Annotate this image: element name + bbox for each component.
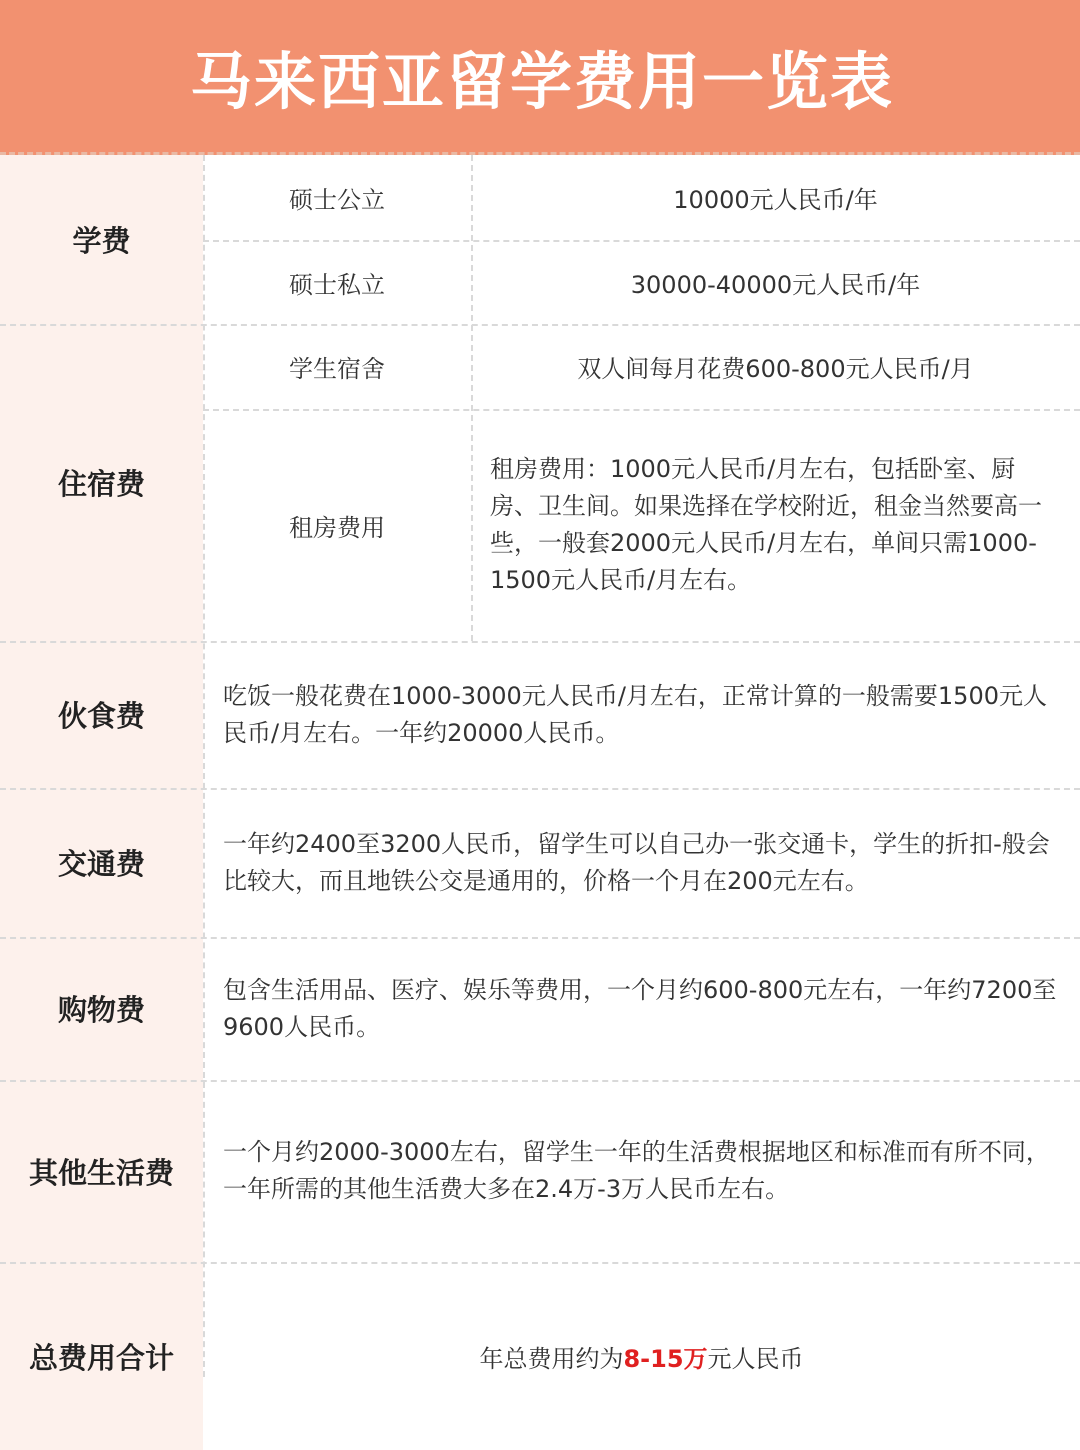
page-title: 马来西亚留学费用一览表 [189, 44, 894, 118]
category-total: 总费用合计 [0, 1262, 203, 1450]
row-divider [0, 1262, 1080, 1264]
category-shopping: 购物费 [0, 937, 203, 1080]
transport-description: 一年约2400至3200人民币，留学生可以自己办一张交通卡，学生的折扣-般会比较大，而且地铁公交是通用的，价格一个月在200元左右。 [223, 829, 1050, 895]
food-description: 吃饭一般花费在1000-3000元人民币/月左右，正常计算的一般需要1500元人民币/月左右。一年约20000人民币。 [223, 681, 1047, 747]
accommodation-value-dorm: 双人间每月花费600-800元人民币/月 [577, 355, 974, 383]
shopping-description: 包含生活用品、医疗、娱乐等费用，一个月约600-800元左右，一年约7200至9600人民币。 [223, 975, 1057, 1041]
fee-table [0, 155, 1080, 1377]
category-food: 伙食费 [0, 641, 203, 788]
transport-description-cell [203, 788, 1080, 937]
tuition-label-private: 硕士私立 [289, 270, 385, 299]
category-tuition: 学费 [0, 155, 203, 324]
tuition-value-private: 30000-40000元人民币/年 [630, 270, 921, 299]
total-highlight: 8-15万 [623, 1344, 708, 1373]
row-divider [0, 788, 1080, 790]
total-suffix: 元人民币 [707, 1344, 804, 1373]
category-other: 其他生活费 [0, 1080, 203, 1262]
column-divider-subcategory [471, 155, 473, 641]
column-divider-category [203, 155, 205, 1377]
row-divider [203, 409, 1080, 411]
total-prefix: 年总费用约为 [479, 1344, 624, 1373]
row-divider [0, 1080, 1080, 1082]
other-description: 一个月约2000-3000左右，留学生一年的生活费根据地区和标准而有所不同，一年所需的其他生活费大多在2.4万-3万人民币左右。 [223, 1138, 1050, 1203]
food-description-cell [203, 641, 1080, 788]
row-divider [203, 240, 1080, 242]
row-divider [0, 324, 1080, 326]
tuition-value-public: 10000元人民币/年 [673, 186, 878, 214]
category-accommodation: 住宿费 [0, 324, 203, 641]
accommodation-value-rent [471, 409, 1080, 641]
row-divider [0, 641, 1080, 643]
shopping-description-cell [203, 937, 1080, 1080]
row-divider [0, 937, 1080, 939]
rent-description: 租房费用：1000元人民币/月左右，包括卧室、厨房、卫生间。如果选择在学校附近，租金当然要高一些，一般套2000元人民币/月左右，单间只需1000-1500元人民币/月左右。 [490, 455, 1042, 594]
category-transport: 交通费 [0, 788, 203, 937]
title-banner [0, 0, 1080, 155]
other-description-cell [203, 1080, 1080, 1262]
tuition-label-public: 硕士公立 [289, 186, 385, 214]
accommodation-label-rent: 租房费用 [289, 513, 385, 542]
total-summary [203, 1262, 1080, 1450]
accommodation-label-dorm: 学生宿舍 [289, 355, 385, 383]
